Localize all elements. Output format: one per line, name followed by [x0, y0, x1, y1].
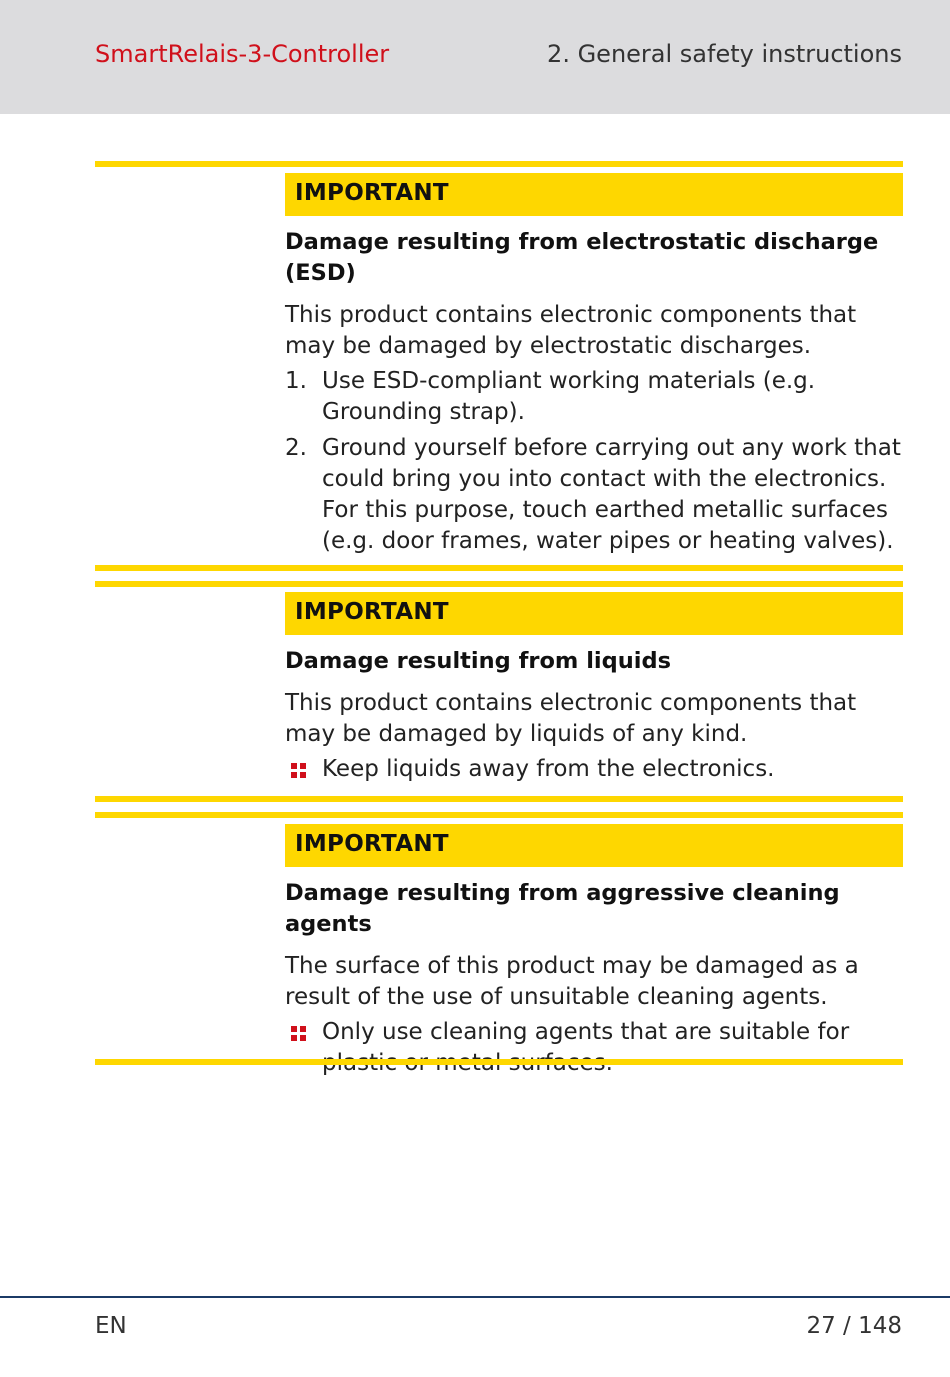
list-item — [285, 433, 903, 557]
important-banner — [285, 592, 903, 635]
notice-text: This product contains electronic components that may be damaged by liquids of any kind. — [285, 690, 857, 747]
notice-liquids — [285, 592, 903, 790]
footer-language: EN — [95, 1313, 127, 1339]
notice-top-rule — [95, 581, 903, 587]
notice-bottom-rule — [95, 796, 903, 802]
footer-divider — [0, 1296, 950, 1298]
notice-title: Damage resulting from liquids — [285, 648, 671, 674]
important-label: IMPORTANT — [295, 599, 449, 625]
notice-top-rule — [95, 812, 903, 818]
notice-title: Damage resulting from electrostatic discharge (ESD) — [285, 229, 879, 286]
notice-top-rule — [95, 161, 903, 167]
product-name: SmartRelais-3-Controller — [95, 40, 390, 68]
step-text: Use ESD-compliant working materials (e.g. Grounding strap). — [322, 368, 816, 425]
list-item — [285, 366, 903, 428]
important-label: IMPORTANT — [295, 831, 449, 857]
notice-cleaning — [285, 824, 903, 1084]
bullet-icon — [291, 763, 306, 778]
page-number: 27 / 148 — [806, 1313, 902, 1339]
section-title: 2. General safety instructions — [547, 40, 902, 68]
step-number: 1. — [285, 368, 307, 394]
bullet-text: Only use cleaning agents that are suitable for — [322, 1019, 850, 1045]
important-banner — [285, 824, 903, 867]
page-header — [0, 0, 950, 114]
notice-title: Damage resulting from aggressive cleaning agents — [285, 880, 840, 937]
step-list — [285, 366, 903, 557]
bullet-icon — [291, 1026, 306, 1041]
bullet-list — [285, 1017, 903, 1079]
list-item — [285, 754, 903, 785]
notice-text: The surface of this product may be damaged as a result of the use of unsuitable cleaning agents. — [285, 953, 859, 1010]
notice-bottom-rule — [95, 565, 903, 571]
important-label: IMPORTANT — [295, 180, 449, 206]
step-number: 2. — [285, 435, 307, 461]
notice-bottom-rule — [95, 1059, 903, 1065]
list-item — [285, 1017, 903, 1079]
step-text: Ground yourself before carrying out any work that could bring you into contact with the electronics. For this purpose, touch earthed metallic surfaces (e.g. door frames, water pipes or heating valves). — [322, 435, 901, 554]
notice-esd — [285, 173, 903, 562]
bullet-text: Keep liquids away from the electronics. — [322, 756, 775, 782]
notice-text: This product contains electronic components that may be damaged by electrostatic discharges. — [285, 302, 857, 359]
bullet-list — [285, 754, 903, 785]
important-banner — [285, 173, 903, 216]
